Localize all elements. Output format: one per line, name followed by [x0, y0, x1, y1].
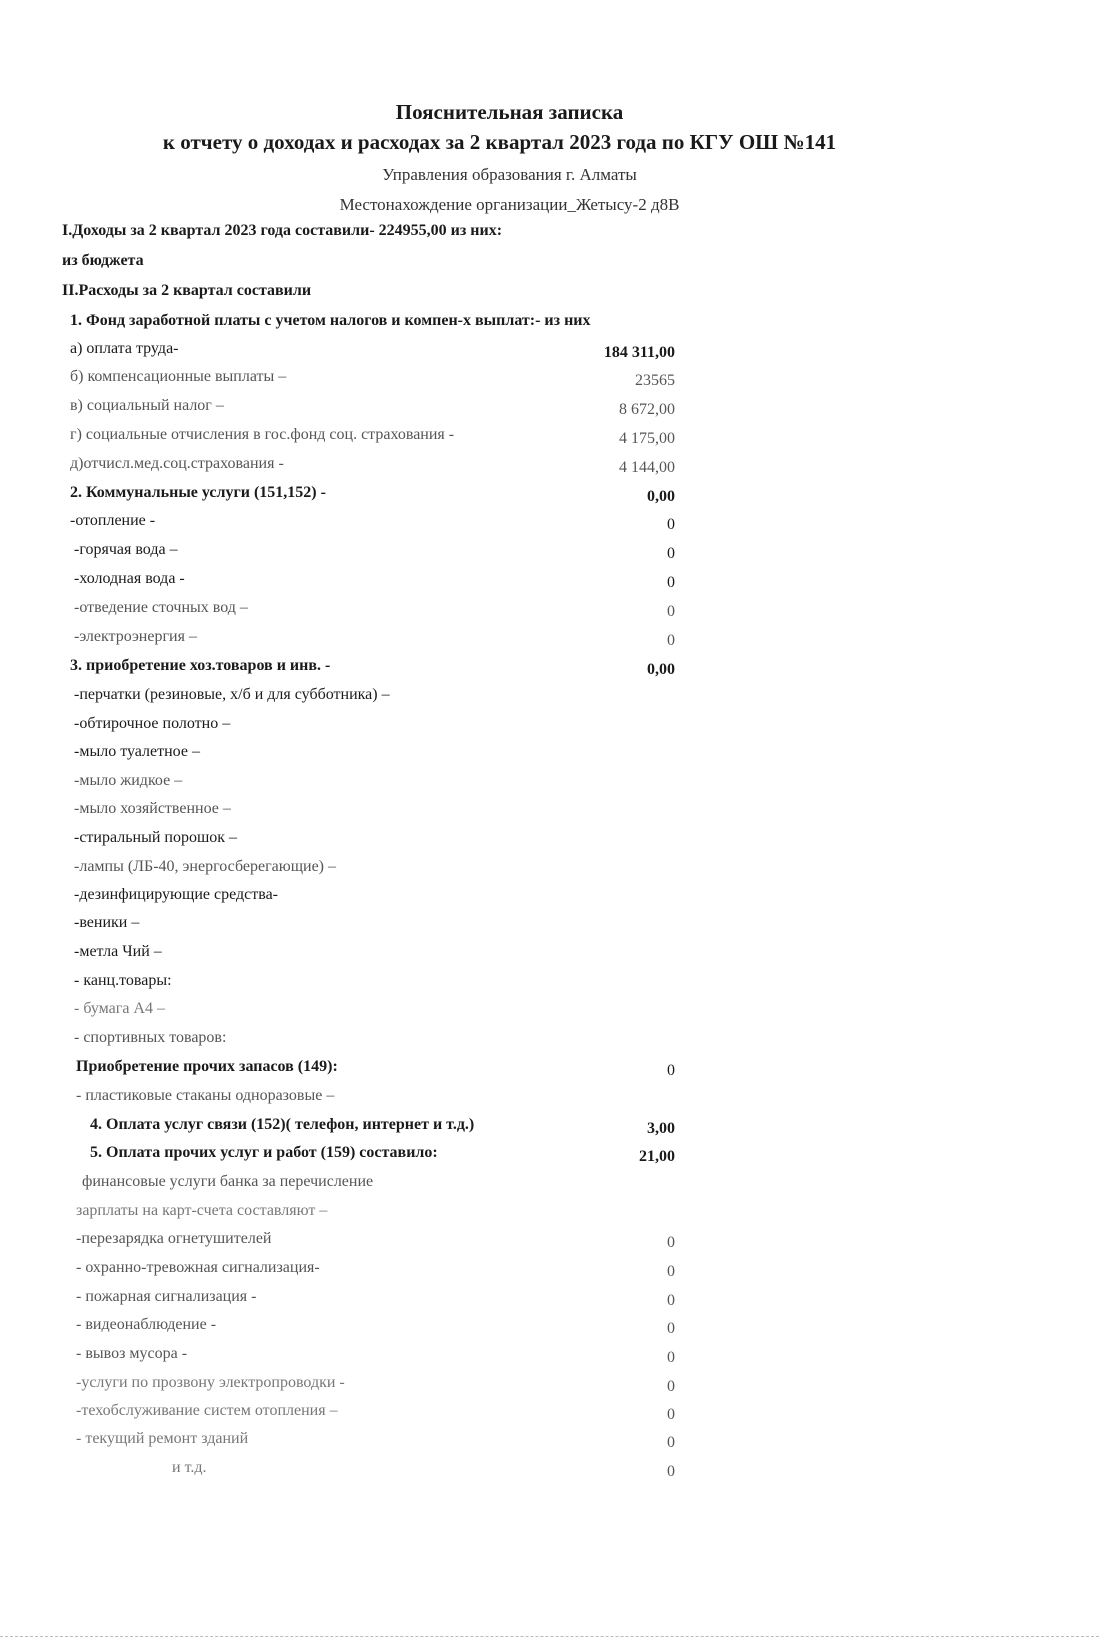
report-row	[0, 1029, 1099, 1055]
row-label: - бумага А4 –	[74, 1000, 165, 1017]
report-row	[0, 943, 1099, 969]
department-line: Управления образования г. Алматы	[382, 165, 637, 184]
row-label: 4. Оплата услуг связи (152)( телефон, интернет и т.д.)	[90, 1116, 475, 1133]
row-label: Приобретение прочих запасов (149):	[76, 1058, 338, 1075]
row-label: - пластиковые стаканы одноразовые –	[76, 1087, 335, 1104]
report-row	[0, 1173, 1099, 1199]
row-label: зарплаты на карт-счета составляют –	[76, 1202, 328, 1219]
row-value: 0	[667, 545, 675, 562]
report-row	[0, 1230, 1099, 1256]
report-row	[0, 1345, 1099, 1371]
report-row	[0, 1259, 1099, 1285]
row-label: а) оплата труда-	[70, 340, 179, 357]
report-row	[0, 368, 1099, 394]
report-row	[0, 397, 1099, 423]
report-row	[0, 628, 1099, 654]
report-row	[0, 914, 1099, 940]
row-label: - вывоз мусора -	[76, 1345, 188, 1362]
row-value: 0	[667, 632, 675, 649]
row-label: - видеонаблюдение -	[76, 1316, 217, 1333]
report-row	[0, 222, 1099, 248]
report-row	[0, 1144, 1099, 1170]
row-label: д)отчисл.мед.соц.страхования -	[70, 455, 284, 472]
row-label: -веники –	[74, 914, 140, 931]
row-label: -мыло хозяйственное –	[74, 800, 231, 817]
row-value: 8 672,00	[619, 401, 675, 418]
report-row	[0, 886, 1099, 912]
row-label: 5. Оплата прочих услуг и работ (159) составило:	[90, 1144, 438, 1161]
row-label: г) социальные отчисления в гос.фонд соц. страхования -	[70, 426, 455, 443]
report-row	[0, 1058, 1099, 1084]
row-label: - текущий ремонт зданий	[76, 1430, 249, 1447]
report-row	[0, 1374, 1099, 1400]
report-row	[0, 1402, 1099, 1428]
report-row	[0, 858, 1099, 884]
report-row	[0, 282, 1099, 308]
location-line: Местонахождение организации_Жетысу-2 д8В	[339, 195, 680, 214]
row-value: 0	[667, 516, 675, 533]
row-label: финансовые услуги банка за перечисление	[82, 1173, 374, 1190]
report-row	[0, 1430, 1099, 1456]
row-label: и т.д.	[172, 1459, 207, 1476]
row-label: 2. Коммунальные услуги (151,152) -	[70, 484, 326, 501]
report-row	[0, 455, 1099, 481]
row-label: в) социальный налог –	[70, 397, 224, 414]
report-row	[0, 800, 1099, 826]
report-row	[0, 570, 1099, 596]
row-label: II.Расходы за 2 квартал составили	[62, 282, 312, 299]
scan-edge-line	[0, 1636, 1099, 1638]
row-value: 0,00	[647, 661, 675, 678]
report-row	[0, 657, 1099, 683]
report-row	[0, 512, 1099, 538]
report-row	[0, 1000, 1099, 1026]
row-label: -холодная вода -	[74, 570, 185, 587]
row-value: 0	[667, 1292, 675, 1309]
row-value: 0	[667, 603, 675, 620]
row-label: -мыло жидкое –	[74, 772, 183, 789]
row-value: 4 175,00	[619, 430, 675, 447]
row-label: -отведение сточных вод –	[74, 599, 248, 616]
row-label: -отопление -	[70, 512, 156, 529]
report-row	[0, 772, 1099, 798]
row-label: -перезарядка огнетушителей	[76, 1230, 272, 1247]
row-value: 23565	[635, 372, 675, 389]
row-label: б) компенсационные выплаты –	[70, 368, 287, 385]
row-label: - спортивных товаров:	[74, 1029, 227, 1046]
row-value: 0	[667, 1062, 675, 1079]
row-label: -мыло туалетное –	[74, 743, 200, 760]
row-value: 0	[667, 1263, 675, 1280]
report-row	[0, 484, 1099, 510]
report-row	[0, 829, 1099, 855]
row-label: -дезинфицирующие средства-	[74, 886, 278, 903]
row-value: 0,00	[647, 488, 675, 505]
row-label: I.Доходы за 2 квартал 2023 года составили- 224955,00 из них:	[62, 222, 503, 239]
row-value: 4 144,00	[619, 459, 675, 476]
row-label: -перчатки (резиновые, х/б и для субботника) –	[74, 686, 390, 703]
row-value: 0	[667, 1234, 675, 1251]
row-label: -обтирочное полотно –	[74, 715, 231, 732]
report-row	[0, 1316, 1099, 1342]
report-row	[0, 599, 1099, 625]
row-label: 3. приобретение хоз.товаров и инв. -	[70, 657, 331, 674]
row-label: -лампы (ЛБ-40, энергосберегающие) –	[74, 858, 336, 875]
row-label: -техобслуживание систем отопления –	[76, 1402, 338, 1419]
row-value: 3,00	[647, 1120, 675, 1137]
row-value: 0	[667, 1349, 675, 1366]
row-label: -услуги по прозвону электропроводки -	[76, 1374, 345, 1391]
report-row	[0, 972, 1099, 998]
report-row	[0, 340, 1099, 366]
row-value: 184 311,00	[603, 344, 675, 361]
row-value: 0	[667, 1320, 675, 1337]
row-label: -стиральный порошок –	[74, 829, 238, 846]
row-value: 0	[667, 1434, 675, 1451]
row-label: -электроэнергия –	[74, 628, 197, 645]
document-subtitle: к отчету о доходах и расходах за 2 квартал 2023 года по КГУ ОШ №141	[162, 130, 837, 154]
report-row	[0, 252, 1099, 278]
report-row	[0, 1116, 1099, 1142]
row-value: 0	[667, 1406, 675, 1423]
document-title: Пояснительная записка	[395, 100, 624, 124]
row-label: - канц.товары:	[74, 972, 172, 989]
row-label: -метла Чий –	[74, 943, 162, 960]
row-value: 0	[667, 574, 675, 591]
row-label: - охранно-тревожная сигнализация-	[76, 1259, 320, 1276]
row-value: 0	[667, 1463, 675, 1480]
report-row	[0, 743, 1099, 769]
row-label: 1. Фонд заработной платы с учетом налогов и компен-х выплат:- из них	[70, 312, 591, 329]
row-value: 0	[667, 1378, 675, 1395]
row-value: 21,00	[639, 1148, 675, 1165]
row-label: из бюджета	[62, 252, 144, 269]
report-row	[0, 1459, 1099, 1485]
report-row	[0, 686, 1099, 712]
report-row	[0, 1288, 1099, 1314]
report-row	[0, 312, 1099, 338]
report-row	[0, 1202, 1099, 1228]
row-label: - пожарная сигнализация -	[76, 1288, 257, 1305]
report-row	[0, 1087, 1099, 1113]
report-row	[0, 715, 1099, 741]
report-row	[0, 541, 1099, 567]
report-row	[0, 426, 1099, 452]
row-label: -горячая вода –	[74, 541, 178, 558]
